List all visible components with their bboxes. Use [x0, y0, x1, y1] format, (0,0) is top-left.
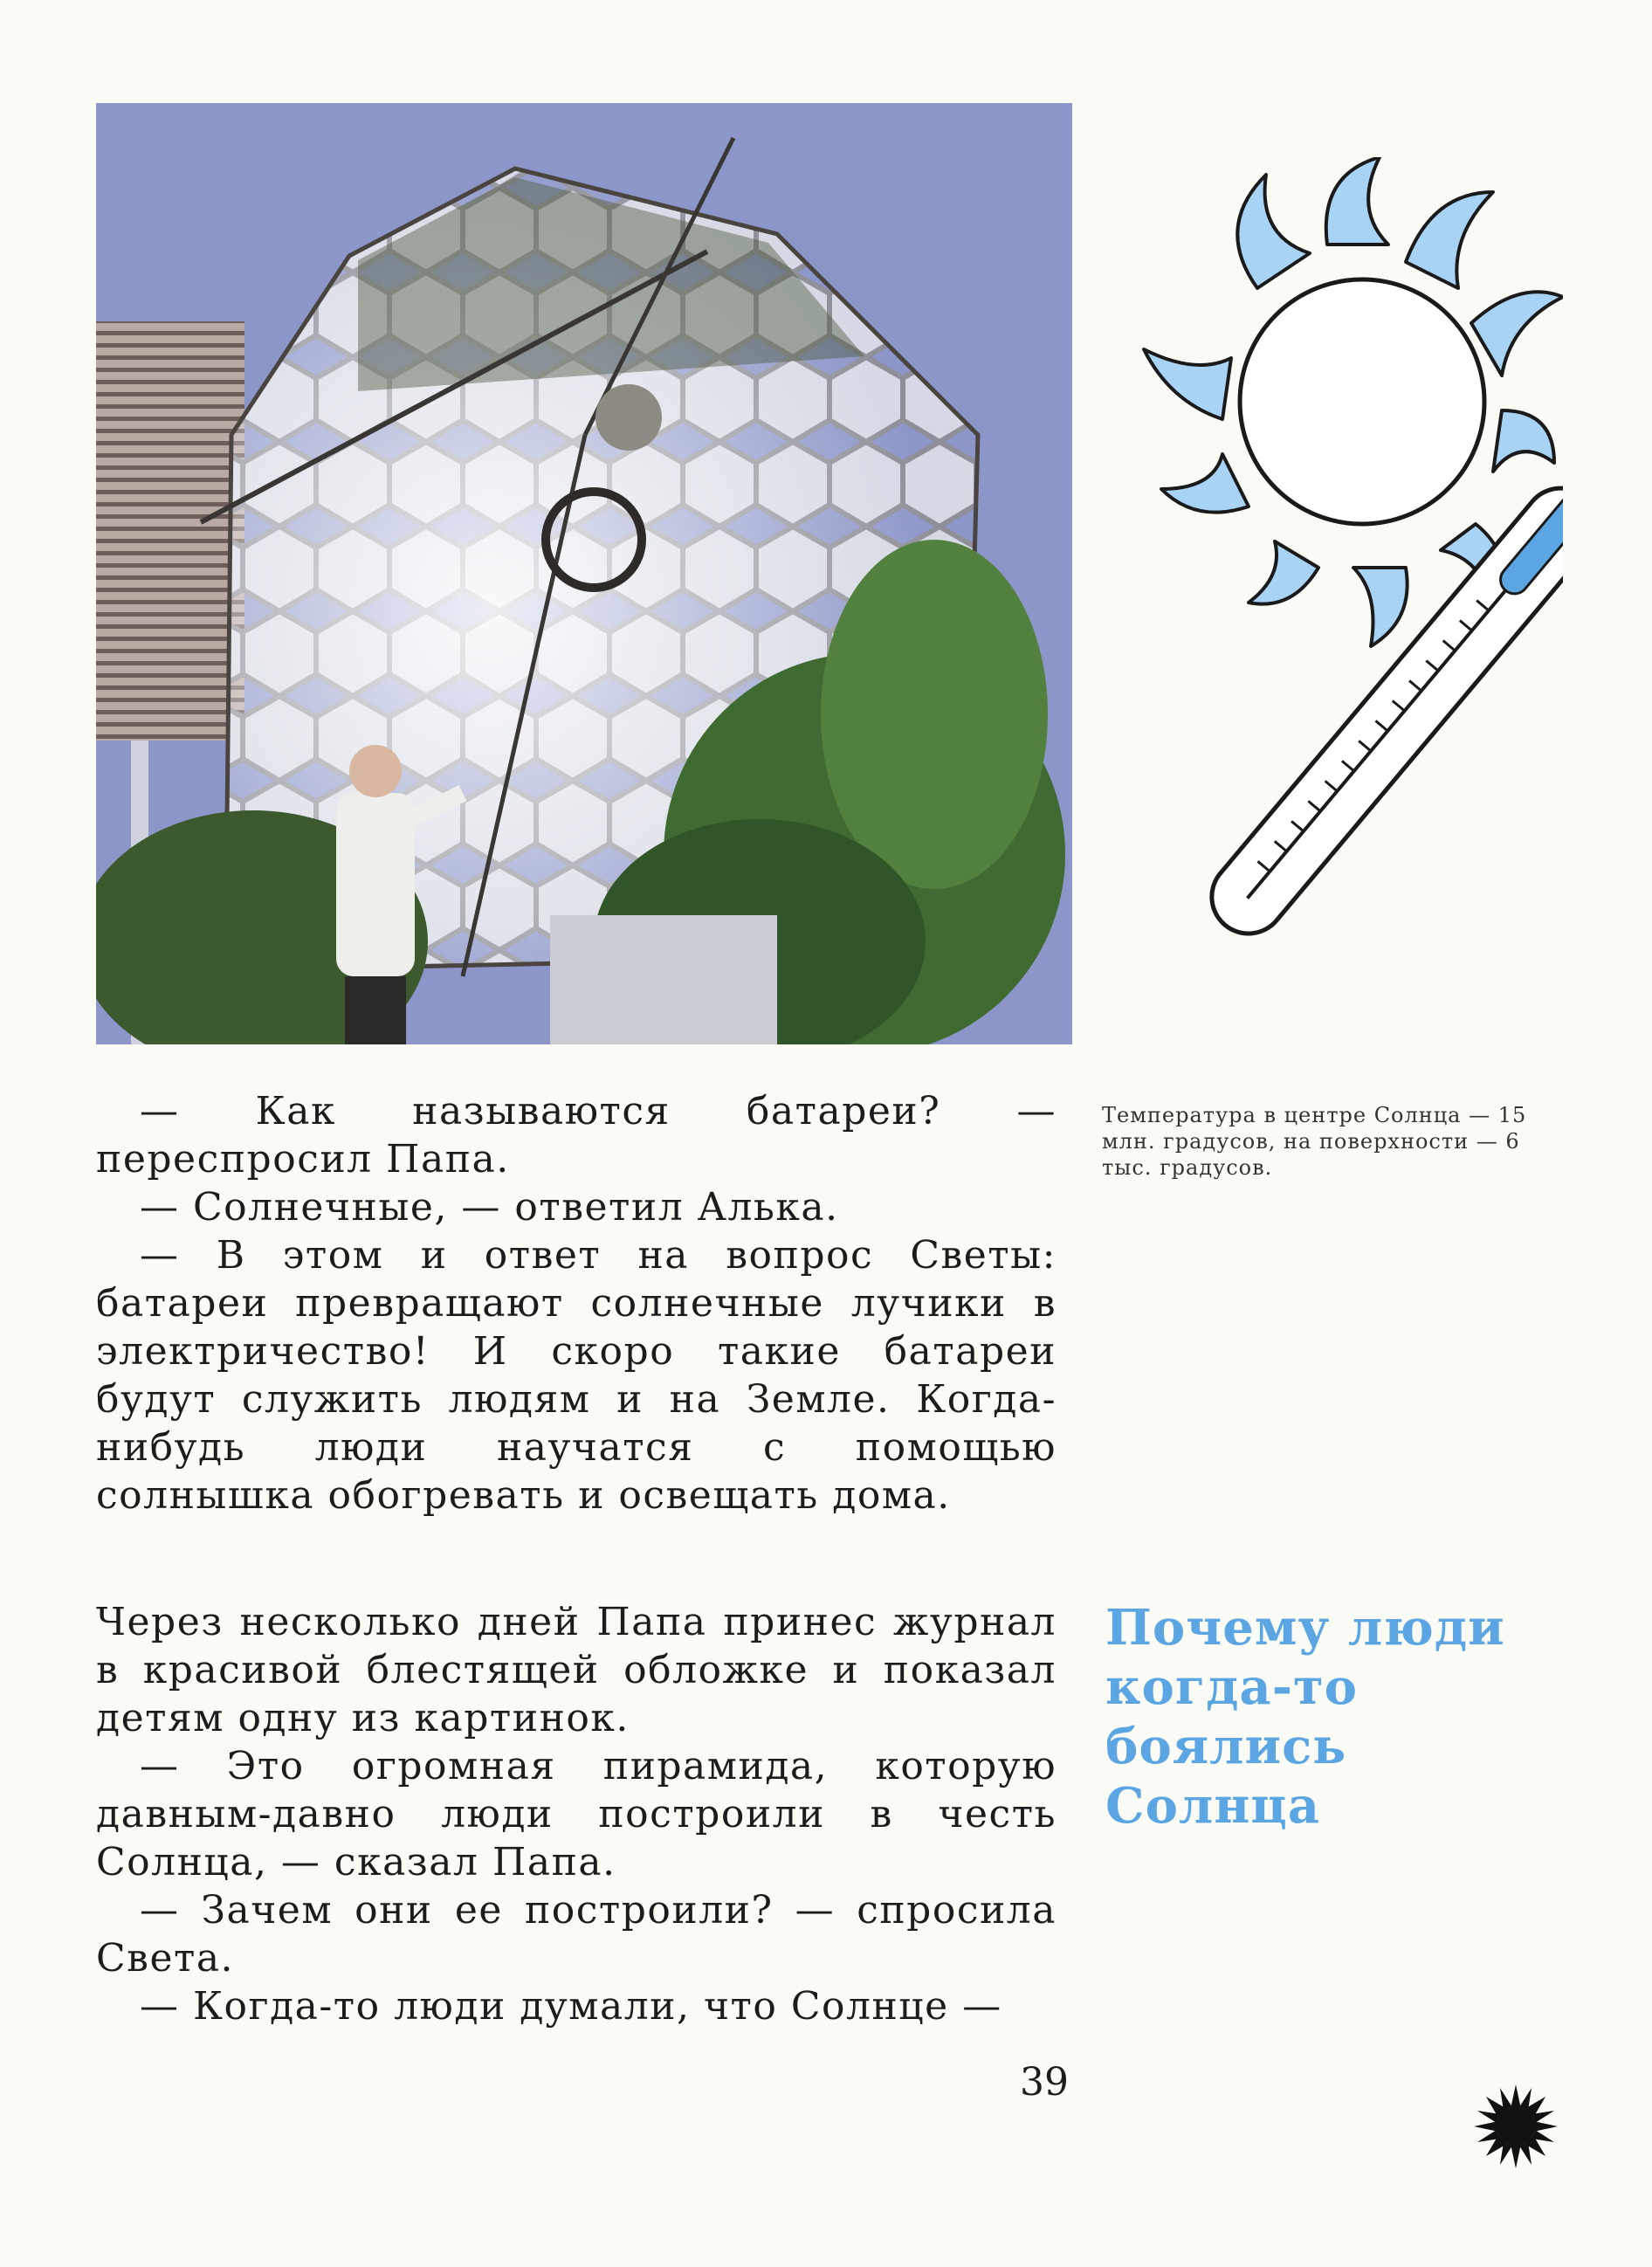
- paragraph: — Зачем они ее построили? — спросила Света.: [96, 1888, 1057, 1981]
- sun-thermometer-icon: [1126, 157, 1563, 1030]
- text-block-pyramid: [96, 1598, 1057, 2030]
- paragraph: — Это огромная пирамида, которую давным-давно люди построили в честь Солнца, — сказал Папа.: [96, 1744, 1057, 1885]
- paragraph: — Солнечные, — ответил Алька.: [140, 1185, 839, 1230]
- paragraph: Через несколько дней Папа принес журнал в красивой блестящей обложке и показал детям одну из картинок.: [96, 1600, 1057, 1740]
- illustration-caption: Температура в центре Солнца — 15 млн. градусов, на поверхности — 6 тыс. градусов.: [1102, 1103, 1527, 1180]
- small-sun-icon: [1472, 2083, 1559, 2170]
- page-number: 39: [1020, 2060, 1069, 2105]
- paragraph: — Когда-то люди думали, что Солнце —: [140, 1984, 1002, 2029]
- paragraph: — В этом и ответ на вопрос Светы: батареи превращают солнечные лучики в электричество! И скоро такие батареи будут служить людям и на Земле. Когда-нибудь люди научатся с помощью солнышка обогревать и освещать дома.: [96, 1233, 1057, 1518]
- paragraph: — Как называются батареи? — переспросил Папа.: [96, 1089, 1057, 1182]
- section-heading: Почему люди когда-то боялись Солнца: [1105, 1599, 1505, 1835]
- solar-mirror-photo: [96, 103, 1072, 1044]
- text-block-dialogue: [96, 1087, 1057, 1519]
